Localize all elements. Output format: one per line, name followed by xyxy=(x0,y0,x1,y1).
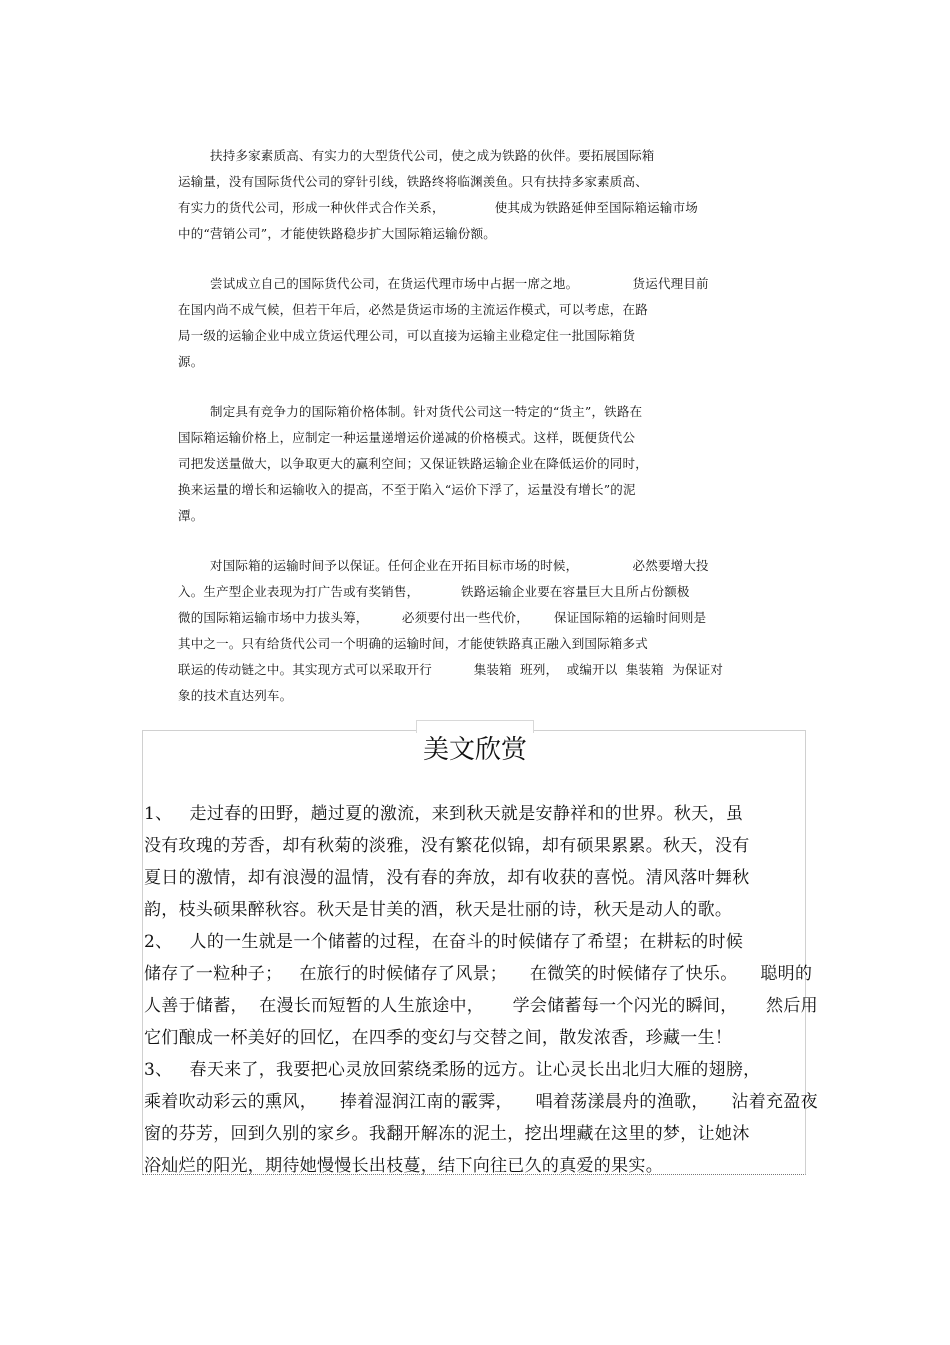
essay-line: 没有玫瑰的芳香，却有秋菊的淡雅，没有繁花似锦，却有硕果累累。秋天，没有 xyxy=(144,836,750,856)
text-line: 在国内尚不成气候，但若干年后，必然是货运市场的主流运作模式，可以考虑，在路 xyxy=(178,302,648,317)
essay-line: 它们酿成一杯美好的回忆，在四季的变幻与交替之间，散发浓香，珍藏一生！ xyxy=(144,1028,733,1048)
essay-line: 储存了一粒种子； 在旅行的时候储存了风景； 在微笑的时候储存了快乐。 聪明的 xyxy=(144,964,813,984)
text-line: 运输量，没有国际货代公司的穿针引线，铁路终将临渊羡鱼。只有扶持多家素质高、 xyxy=(178,174,648,189)
text-line: 尝试成立自己的国际货代公司，在货运代理市场中占据一席之地。 货运代理目前 xyxy=(210,276,709,291)
essay-line: 浴灿烂的阳光，期待她慢慢长出枝蔓，结下向往已久的真爱的果实。 xyxy=(144,1156,663,1176)
essay-line: 乘着吹动彩云的熏风， 捧着湿润江南的霰霁， 唱着荡漾晨舟的渔歌， 沾着充盈夜 xyxy=(144,1092,818,1112)
text-line: 司把发送量做大，以争取更大的赢利空间；又保证铁路运输企业在降低运价的同时， xyxy=(178,456,648,471)
text-line: 换来运量的增长和运输收入的提高，不至于陷入“运价下浮了，运量没有增长”的泥 xyxy=(178,482,636,497)
text-line: 联运的传动链之中。其实现方式可以采取开行 集装箱 班列， 或编开以 集装箱 为保证对 xyxy=(178,662,724,677)
text-line: 国际箱运输价格上，应制定一种运量递增运价递减的价格模式。这样，既便货代公 xyxy=(178,430,636,445)
text-line: 入。生产型企业表现为打广告或有奖销售， 铁路运输企业要在容量巨大且所占份额极 xyxy=(178,584,690,599)
text-line: 微的国际箱运输市场中力拔头筹， 必须要付出一些代价， 保证国际箱的运输时间则是 xyxy=(178,610,707,625)
text-line: 潭。 xyxy=(178,508,204,523)
essay-line: 2、 人的一生就是一个储蓄的过程，在奋斗的时候储存了希望；在耕耘的时候 xyxy=(144,932,744,952)
essay-line: 人善于储蓄， 在漫长而短暂的人生旅途中， 学会储蓄每一个闪光的瞬间， 然后用 xyxy=(144,996,818,1016)
text-line: 对国际箱的运输时间予以保证。任何企业在开拓目标市场的时候， 必然要增大投 xyxy=(210,558,709,573)
text-line: 象的技术直达列车。 xyxy=(178,688,293,703)
essay-line: 1、 走过春的田野，趟过夏的激流，来到秋天就是安静祥和的世界。秋天，虽 xyxy=(144,804,744,824)
text-line: 有实力的货代公司，形成一种伙伴式合作关系， 使其成为铁路延伸至国际箱运输市场 xyxy=(178,200,698,215)
essay-line: 3、 春天来了，我要把心灵放回萦绕柔肠的远方。让心灵长出北归大雁的翅膀， xyxy=(144,1060,761,1080)
text-line: 扶持多家素质高、有实力的大型货代公司，使之成为铁路的伙伴。要拓展国际箱 xyxy=(210,148,655,163)
essay-line: 韵，枝头硕果醉秋容。秋天是甘美的酒，秋天是壮丽的诗，秋天是动人的歌。 xyxy=(144,900,733,920)
essay-line: 夏日的激情，却有浪漫的温情，没有春的奔放，却有收获的喜悦。清风落叶舞秋 xyxy=(144,868,750,888)
essay-line: 窗的芬芳，回到久别的家乡。我翻开解冻的泥土，挖出埋藏在这里的梦，让她沐 xyxy=(144,1124,750,1144)
text-line: 局一级的运输企业中成立货运代理公司，可以直接为运输主业稳定住一批国际箱货 xyxy=(178,328,636,343)
text-line: 其中之一。只有给货代公司一个明确的运输时间，才能使铁路真正融入到国际箱多式 xyxy=(178,636,648,651)
essay-title: 美文欣赏 xyxy=(422,735,527,765)
text-line: 中的“营销公司”，才能使铁路稳步扩大国际箱运输份额。 xyxy=(178,226,496,241)
text-line: 源。 xyxy=(178,354,204,369)
text-line: 制定具有竞争力的国际箱价格体制。针对货代公司这一特定的“货主”，铁路在 xyxy=(210,404,643,419)
